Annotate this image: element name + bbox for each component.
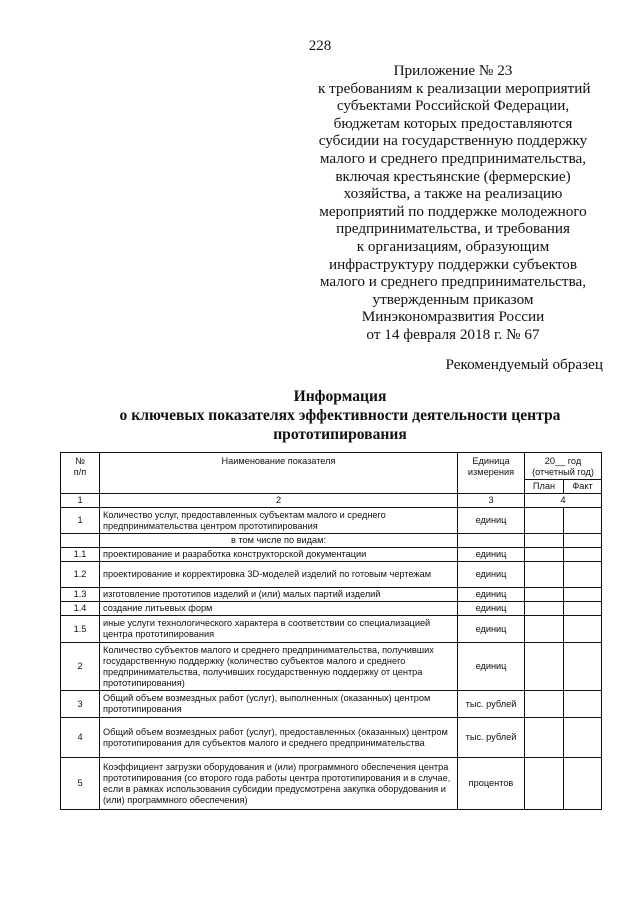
plan-value-cell: [525, 691, 564, 718]
title-line: прототипирования: [273, 426, 407, 443]
table-row: [61, 562, 602, 588]
row-number-cell: 1.2: [61, 562, 100, 588]
unit-cell: [458, 534, 525, 548]
appendix-line: Приложение № 23: [393, 62, 513, 79]
table-row: [61, 691, 602, 718]
table-row: [61, 508, 602, 534]
appendix-line: инфраструктуру поддержки субъектов: [328, 255, 578, 273]
indicator-name-cell: Общий объем возмездных работ (услуг), выполненных (оказанных) центром прототипирования: [100, 691, 458, 718]
unit-cell: процентов: [458, 758, 525, 810]
plan-value-cell: [525, 602, 564, 616]
fact-value-cell: [564, 718, 602, 758]
appendix-line: к требованиям к реализации мероприятий: [318, 79, 591, 97]
column-header-unit: Единица измерения: [458, 453, 525, 494]
column-header-fact: Факт: [564, 480, 602, 494]
plan-value-cell: [525, 588, 564, 602]
fact-value-cell: [564, 691, 602, 718]
indicator-name-cell: создание литьевых форм: [100, 602, 458, 616]
row-number-cell: 5: [61, 758, 100, 810]
column-index-row: [61, 494, 602, 508]
column-header-name: Наименование показателя: [100, 453, 458, 494]
plan-value-cell: [525, 508, 564, 534]
unit-cell: единиц: [458, 616, 525, 643]
fact-value-cell: [564, 616, 602, 643]
appendix-line: к организациям, образующим: [356, 237, 550, 255]
indicator-name-cell: Общий объем возмездных работ (услуг), предоставленных (оказанных) центром прототипирования для субъектов малого и среднего предпринимательства: [100, 718, 458, 758]
row-number-cell: [61, 534, 100, 548]
row-number-cell: 2: [61, 643, 100, 691]
appendix-line: включая крестьянские (фермерские): [335, 167, 571, 185]
indicator-name-cell: Коэффициент загрузки оборудования и (или) программного обеспечения центра прототипирования (со второго года работы центра прототипирования и в случае, если в рамках использования субсидии предусмотрена закупка оборудования и (или) программного обеспечения): [100, 758, 458, 810]
table-row: [61, 616, 602, 643]
appendix-line: мероприятий по поддержке молодежного: [319, 202, 587, 220]
table-row: [61, 643, 602, 691]
table-row: [61, 534, 602, 548]
fact-value-cell: [564, 758, 602, 810]
title-line: Информация: [293, 388, 387, 405]
appendix-line: от 14 февраля 2018 г. № 67: [366, 325, 540, 343]
plan-value-cell: [525, 643, 564, 691]
indicator-name-cell: иные услуги технологического характера в соответствии со специализацией центра прототипирования: [100, 616, 458, 643]
indicator-name-cell: изготовление прототипов изделий и (или) малых партий изделий: [100, 588, 458, 602]
column-index: 2: [100, 494, 458, 508]
fact-value-cell: [564, 534, 602, 548]
row-number-cell: 1.3: [61, 588, 100, 602]
plan-value-cell: [525, 548, 564, 562]
indicators-table: [60, 452, 602, 810]
fact-value-cell: [564, 643, 602, 691]
indicator-name-cell: в том числе по видам:: [100, 534, 458, 548]
column-header-num: № п/п: [61, 453, 100, 494]
table-row: [61, 602, 602, 616]
table-row: [61, 588, 602, 602]
fact-value-cell: [564, 548, 602, 562]
document-title: [60, 387, 620, 444]
table-row: [61, 758, 602, 810]
indicator-name-cell: проектирование и разработка конструкторской документации: [100, 548, 458, 562]
unit-cell: единиц: [458, 562, 525, 588]
table-header-row: [61, 453, 602, 480]
table-body: [61, 508, 602, 810]
appendix-line: Минэкономразвития России: [361, 308, 545, 326]
appendix-line: малого и среднего предпринимательства,: [319, 149, 587, 167]
fact-value-cell: [564, 588, 602, 602]
page-number: 228: [308, 38, 332, 54]
table-row: [61, 548, 602, 562]
indicator-name-cell: проектирование и корректировка 3D-моделей изделий по готовым чертежам: [100, 562, 458, 588]
plan-value-cell: [525, 562, 564, 588]
appendix-line: субъектами Российской Федерации,: [336, 97, 570, 115]
row-number-cell: 1.5: [61, 616, 100, 643]
column-header-year: 20__ год (отчетный год): [525, 453, 602, 480]
unit-cell: единиц: [458, 588, 525, 602]
fact-value-cell: [564, 508, 602, 534]
column-index: 3: [458, 494, 525, 508]
indicator-name-cell: Количество услуг, предоставленных субъектам малого и среднего предпринимательства центром прототипирования: [100, 508, 458, 534]
table-row: [61, 718, 602, 758]
appendix-line: малого и среднего предпринимательства,: [319, 273, 587, 291]
plan-value-cell: [525, 534, 564, 548]
row-number-cell: 1: [61, 508, 100, 534]
appendix-line: предпринимательства, и требования: [336, 220, 570, 238]
appendix-line: хозяйства, а также на реализацию: [343, 185, 563, 203]
row-number-cell: 1.4: [61, 602, 100, 616]
indicator-name-cell: Количество субъектов малого и среднего предпринимательства, получивших государственную поддержку (количество субъектов малого и среднего предпринимательства, получивших государственную поддержку от центра прототипирования): [100, 643, 458, 691]
plan-value-cell: [525, 718, 564, 758]
unit-cell: тыс. рублей: [458, 691, 525, 718]
plan-value-cell: [525, 616, 564, 643]
unit-cell: единиц: [458, 548, 525, 562]
appendix-header: [318, 62, 591, 344]
row-number-cell: 3: [61, 691, 100, 718]
plan-value-cell: [525, 758, 564, 810]
row-number-cell: 4: [61, 718, 100, 758]
column-index: 4: [525, 494, 602, 508]
unit-cell: единиц: [458, 643, 525, 691]
row-number-cell: 1.1: [61, 548, 100, 562]
sample-label: Рекомендуемый образец: [445, 356, 603, 373]
column-index: 1: [61, 494, 100, 508]
title-line: о ключевых показателях эффективности деятельности центра: [119, 407, 561, 424]
fact-value-cell: [564, 562, 602, 588]
unit-cell: тыс. рублей: [458, 718, 525, 758]
appendix-line: утвержденным приказом: [372, 290, 534, 308]
unit-cell: единиц: [458, 508, 525, 534]
appendix-line: бюджетам которых предоставляются: [333, 114, 573, 132]
fact-value-cell: [564, 602, 602, 616]
column-header-plan: План: [525, 480, 564, 494]
appendix-line: субсидии на государственную поддержку: [318, 132, 588, 150]
unit-cell: единиц: [458, 602, 525, 616]
